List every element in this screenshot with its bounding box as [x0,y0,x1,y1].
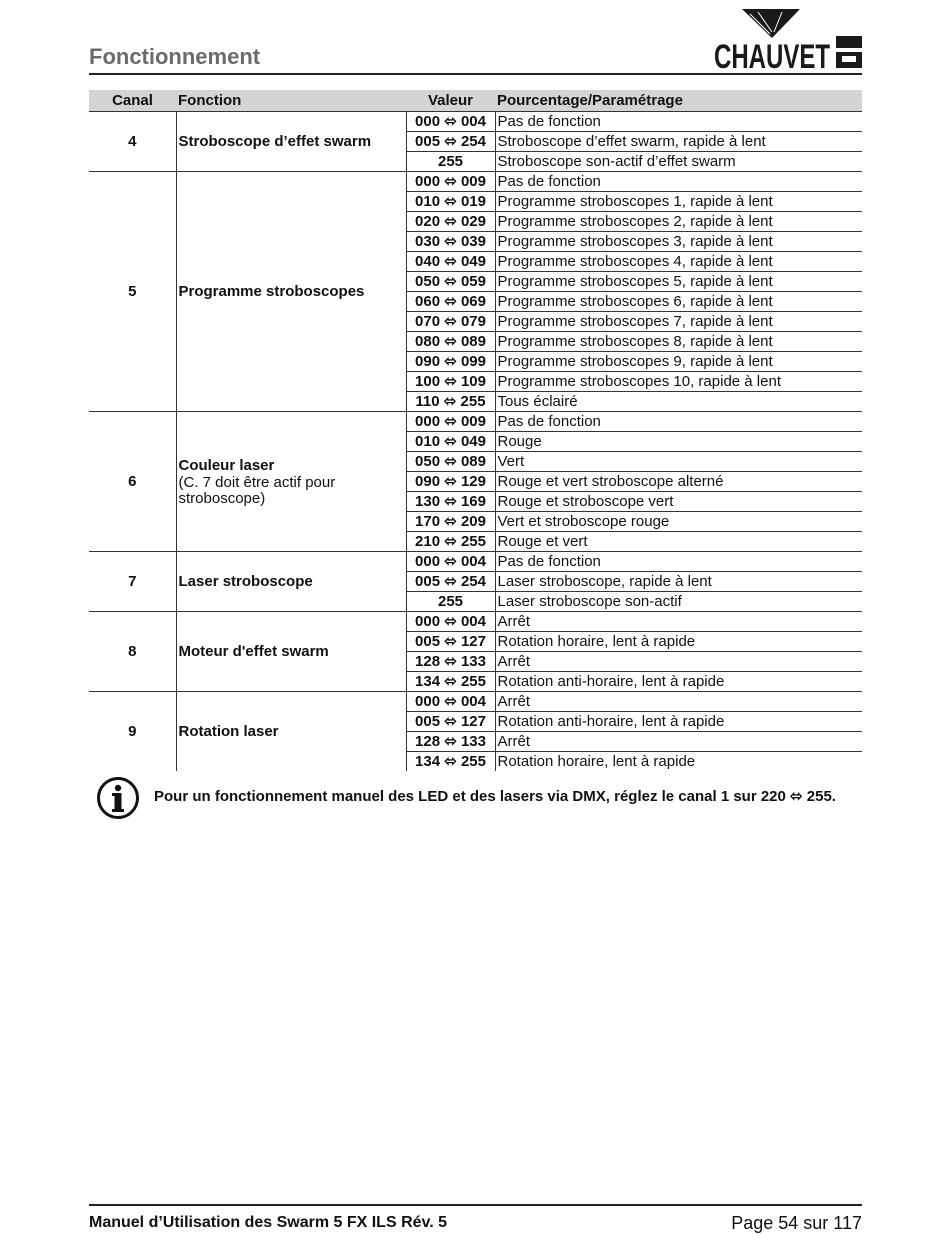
value-range: 128 ⬄ 133 [406,732,495,752]
value-setting: Pas de fonction [495,412,862,432]
value-range: 005 ⬄ 127 [406,632,495,652]
channel-function [176,412,406,552]
value-setting: Arrêt [495,652,862,672]
value-setting: Vert [495,452,862,472]
channel-function [176,692,406,772]
function-title: Laser stroboscope [178,572,313,590]
channel-function [176,172,406,412]
value-range: 210 ⬄ 255 [406,532,495,552]
chauvet-dj-logo [712,6,864,72]
value-range: 060 ⬄ 069 [406,292,495,312]
value-range: 000 ⬄ 004 [406,552,495,572]
channel-number: 7 [89,552,176,612]
value-range: 000 ⬄ 009 [406,412,495,432]
footer-page-number: Page 54 sur 117 [731,1213,862,1233]
value-range: 050 ⬄ 059 [406,272,495,292]
value-setting: Rotation anti-horaire, lent à rapide [495,712,862,732]
value-setting: Rouge et stroboscope vert [495,492,862,512]
value-setting: Rouge et vert [495,532,862,552]
value-setting: Programme stroboscopes 4, rapide à lent [495,252,862,272]
column-header-parametrage: Pourcentage/Paramétrage [495,90,862,112]
value-range: 000 ⬄ 004 [406,112,495,132]
value-setting: Pas de fonction [495,112,862,132]
value-range: 070 ⬄ 079 [406,312,495,332]
value-range: 090 ⬄ 099 [406,352,495,372]
function-title: Moteur d'effet swarm [178,642,329,660]
svg-text:CHAUVET: CHAUVET [714,38,831,72]
logo-triangle-icon [742,9,800,38]
table-header-row [89,90,862,112]
info-icon [96,776,140,820]
value-setting: Rotation horaire, lent à rapide [495,752,862,772]
value-range: 170 ⬄ 209 [406,512,495,532]
value-setting: Tous éclairé [495,392,862,412]
footer-divider [89,1204,862,1206]
table-row [89,172,862,192]
channel-function [176,612,406,692]
value-range: 000 ⬄ 004 [406,692,495,712]
value-range: 090 ⬄ 129 [406,472,495,492]
table-row [89,412,862,432]
value-setting: Pas de fonction [495,552,862,572]
value-range: 010 ⬄ 049 [406,432,495,452]
header-divider [89,73,862,75]
info-note [96,776,876,822]
value-range: 040 ⬄ 049 [406,252,495,272]
value-setting: Laser stroboscope, rapide à lent [495,572,862,592]
channel-number: 5 [89,172,176,412]
value-range: 000 ⬄ 004 [406,612,495,632]
value-range: 100 ⬄ 109 [406,372,495,392]
value-range: 050 ⬄ 089 [406,452,495,472]
value-setting: Arrêt [495,732,862,752]
value-setting: Programme stroboscopes 6, rapide à lent [495,292,862,312]
column-header-valeur: Valeur [406,90,495,112]
value-setting: Programme stroboscopes 1, rapide à lent [495,192,862,212]
value-range: 134 ⬄ 255 [406,672,495,692]
value-setting: Rotation horaire, lent à rapide [495,632,862,652]
value-setting: Stroboscope d’effet swarm, rapide à lent [495,132,862,152]
column-header-canal: Canal [89,90,176,112]
footer-manual-title: Manuel d’Utilisation des Swarm 5 FX ILS Rév. 5 [89,1214,448,1231]
channel-function [176,112,406,172]
value-range: 005 ⬄ 254 [406,572,495,592]
table-row [89,112,862,132]
column-header-fonction: Fonction [176,90,406,112]
value-range: 005 ⬄ 127 [406,712,495,732]
value-range: 005 ⬄ 254 [406,132,495,152]
channel-number: 6 [89,412,176,552]
value-setting: Stroboscope son-actif d’effet swarm [495,152,862,172]
function-title: Stroboscope d’effet swarm [178,132,372,150]
value-range: 080 ⬄ 089 [406,332,495,352]
value-range: 255 [406,152,495,172]
value-setting: Programme stroboscopes 3, rapide à lent [495,232,862,252]
value-range: 020 ⬄ 029 [406,212,495,232]
value-range: 030 ⬄ 039 [406,232,495,252]
channel-number: 9 [89,692,176,772]
value-setting: Programme stroboscopes 8, rapide à lent [495,332,862,352]
value-setting: Programme stroboscopes 2, rapide à lent [495,212,862,232]
value-range: 110 ⬄ 255 [406,392,495,412]
function-title: Rotation laser [178,722,279,740]
function-title: Couleur laser [178,456,275,474]
function-note: (C. 7 doit être actif pour stroboscope) [178,473,336,507]
channel-number: 8 [89,612,176,692]
dmx-channel-table [89,90,862,771]
value-setting: Laser stroboscope son-actif [495,592,862,612]
value-range: 000 ⬄ 009 [406,172,495,192]
value-setting: Arrêt [495,692,862,712]
page-title: Fonctionnement [89,44,261,69]
value-range: 010 ⬄ 019 [406,192,495,212]
value-setting: Programme stroboscopes 9, rapide à lent [495,352,862,372]
note-text: Pour un fonctionnement manuel des LED et des lasers via DMX, réglez le canal 1 sur 220 ⬄ 255. [154,788,836,805]
value-setting: Programme stroboscopes 7, rapide à lent [495,312,862,332]
value-range: 130 ⬄ 169 [406,492,495,512]
value-setting: Programme stroboscopes 10, rapide à lent [495,372,862,392]
value-setting: Rotation anti-horaire, lent à rapide [495,672,862,692]
table-row [89,692,862,712]
value-setting: Programme stroboscopes 5, rapide à lent [495,272,862,292]
value-setting: Arrêt [495,612,862,632]
value-setting: Pas de fonction [495,172,862,192]
channel-function [176,552,406,612]
table-body [89,112,862,772]
table-row [89,552,862,572]
channel-number: 4 [89,112,176,172]
value-setting: Rouge et vert stroboscope alterné [495,472,862,492]
value-setting: Vert et stroboscope rouge [495,512,862,532]
table-row [89,612,862,632]
value-range: 134 ⬄ 255 [406,752,495,772]
function-title: Programme stroboscopes [178,282,365,300]
value-range: 128 ⬄ 133 [406,652,495,672]
value-setting: Rouge [495,432,862,452]
value-range: 255 [406,592,495,612]
